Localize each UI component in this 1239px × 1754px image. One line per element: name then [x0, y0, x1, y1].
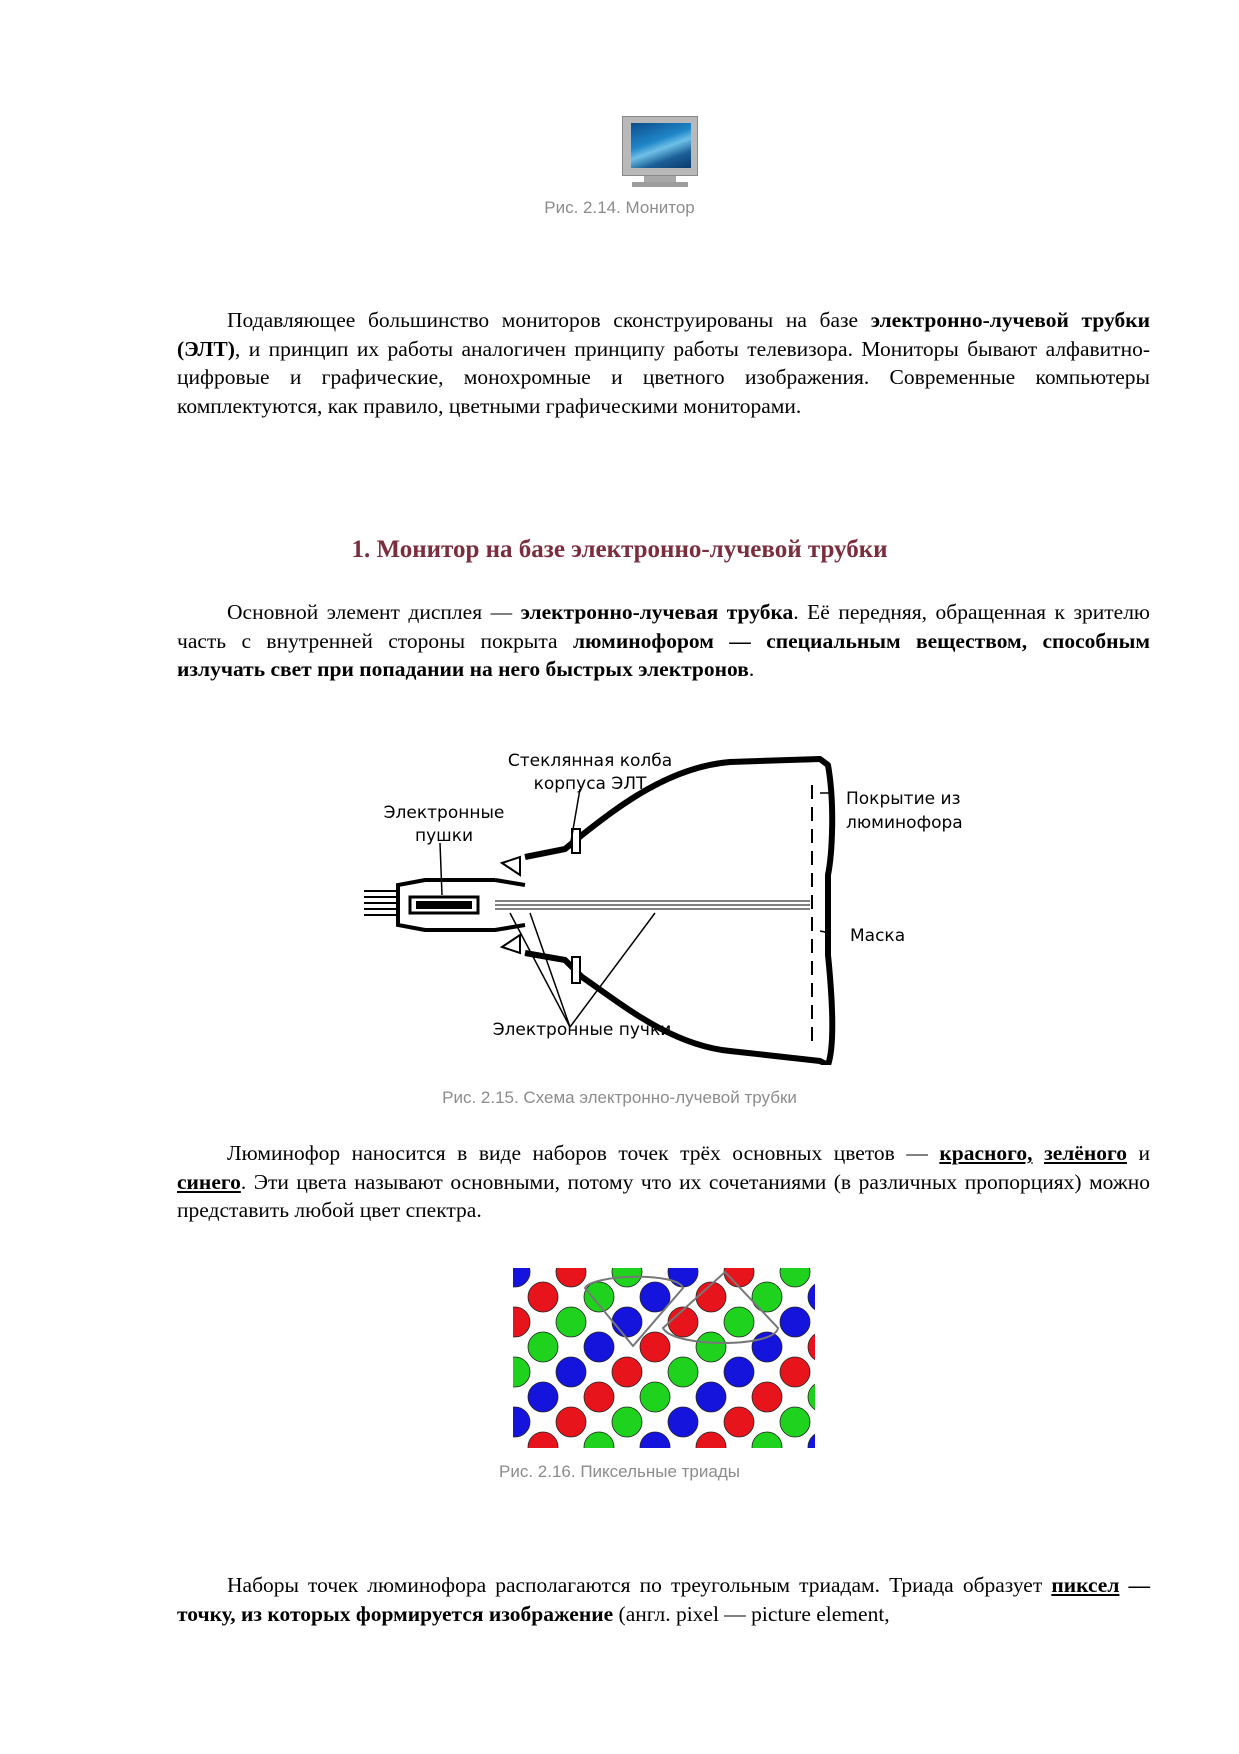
- phosphor-dot: [752, 1282, 782, 1312]
- term-blue: синего: [177, 1169, 241, 1194]
- deflection-coil-bottom: [572, 957, 580, 983]
- monitor-image: [622, 116, 698, 188]
- pixel-triads-image: [513, 1268, 815, 1448]
- paragraph-text: Подавляющее большинство мониторов сконструированы на базе: [227, 308, 871, 332]
- paragraph-text: Основной элемент дисплея —: [227, 600, 521, 624]
- monitor-bezel: [622, 116, 698, 176]
- phosphor-dot: [780, 1307, 810, 1337]
- paragraph-crt: [177, 598, 1150, 684]
- paragraph-text: Люминофор наносится в виде наборов точек трёх основных цветов —: [227, 1141, 940, 1165]
- paragraph-text: . Её передняя, обращенная к зрителю часть с внутренней стороны покрыта: [177, 600, 1150, 653]
- connector-pins: [364, 891, 398, 915]
- paragraph-text: (англ. pixel — picture element,: [613, 1601, 890, 1626]
- term-phosphor: люминофором — специальным веществом, способным излучать свет при попадании на него быстрых электронов: [177, 628, 1150, 681]
- section-heading: 1. Монитор на базе электронно-лучевой трубки: [351, 536, 888, 563]
- phosphor-dot: [780, 1407, 810, 1437]
- paragraph-text: , и принцип их работы аналогичен принципу работы телевизора. Мониторы бывают алфавитно-цифровые и графические, монохромные и цветного изображения. Современные компьютеры комплектуются, как правило, цветными графическими мониторами.: [177, 336, 1150, 418]
- phosphor-dot: [612, 1307, 642, 1337]
- phosphor-dot: [556, 1357, 586, 1387]
- phosphor-dot: [724, 1407, 754, 1437]
- term-pixel: пиксел: [1051, 1573, 1120, 1597]
- phosphor-dot: [752, 1382, 782, 1412]
- term-crt: электронно-лучевой трубки (ЭЛТ): [177, 308, 1150, 361]
- electron-beams: [495, 901, 810, 909]
- paragraph-text: .: [748, 657, 755, 681]
- phosphor-dot: [696, 1332, 726, 1362]
- label-phosphor-coating-2: люминофора: [846, 813, 963, 833]
- neck-flange-top: [502, 857, 520, 875]
- term-red: красного,: [939, 1141, 1033, 1165]
- paragraph-text: [1033, 1141, 1045, 1165]
- phosphor-dot: [668, 1307, 698, 1337]
- paragraph-text: и: [1126, 1141, 1150, 1165]
- paragraph-text: . Эти цвета называют основными, потому что их сочетаниями (в различных пропорциях) можно представить любой цвет спектра.: [177, 1169, 1150, 1222]
- label-glass-bulb-1: Стеклянная колба: [507, 751, 673, 771]
- phosphor-dot: [584, 1282, 614, 1312]
- label-glass-bulb-2: корпуса ЭЛТ: [533, 774, 647, 794]
- term-green: зелёного: [1044, 1141, 1127, 1165]
- figure-caption-triads: Рис. 2.16. Пиксельные триады: [499, 1462, 740, 1481]
- phosphor-dot: [724, 1307, 754, 1337]
- figure-caption-monitor: Рис. 2.14. Монитор: [544, 198, 695, 217]
- phosphor-dot: [668, 1357, 698, 1387]
- label-mask: Маска: [850, 926, 906, 946]
- paragraph-text: Наборы точек люминофора располагаются по треугольным триадам. Триада образует: [227, 1573, 1052, 1597]
- phosphor-dot: [612, 1357, 642, 1387]
- monitor-base: [632, 182, 688, 187]
- figure-caption-crt: Рис. 2.15. Схема электронно-лучевой трубки: [442, 1088, 797, 1107]
- term-crt-tube: электронно-лучевая трубка: [520, 600, 794, 624]
- phosphor-dot: [780, 1357, 810, 1387]
- label-guns-2: пушки: [414, 826, 474, 846]
- phosphor-dot: [612, 1407, 642, 1437]
- phosphor-dot: [528, 1282, 558, 1312]
- phosphor-dot: [696, 1282, 726, 1312]
- phosphor-dot: [528, 1382, 558, 1412]
- phosphor-dot: [668, 1407, 698, 1437]
- paragraph-triads: [177, 1571, 1150, 1628]
- phosphor-dot: [724, 1357, 754, 1387]
- phosphor-dot: [528, 1332, 558, 1362]
- label-electron-beams: Электронные пучки: [492, 1020, 672, 1040]
- phosphor-dot: [556, 1407, 586, 1437]
- phosphor-dot: [584, 1382, 614, 1412]
- label-phosphor-coating-1: Покрытие из: [846, 789, 961, 809]
- paragraph-intro: [177, 306, 1150, 420]
- monitor-screen: [631, 123, 691, 168]
- phosphor-dot: [556, 1307, 586, 1337]
- phosphor-dot: [640, 1382, 670, 1412]
- crt-diagram: [350, 745, 970, 1065]
- leader-lines: [440, 789, 830, 1027]
- term-pixel-definition: — точку, из которых формируется изображение: [177, 1573, 1151, 1626]
- electron-gun-core: [416, 901, 472, 909]
- neck-flange-bottom: [502, 935, 520, 953]
- paragraph-phosphor-colors: [177, 1139, 1150, 1225]
- label-guns-1: Электронные: [383, 803, 505, 823]
- phosphor-dot: [696, 1382, 726, 1412]
- phosphor-dot: [640, 1332, 670, 1362]
- phosphor-dot: [584, 1332, 614, 1362]
